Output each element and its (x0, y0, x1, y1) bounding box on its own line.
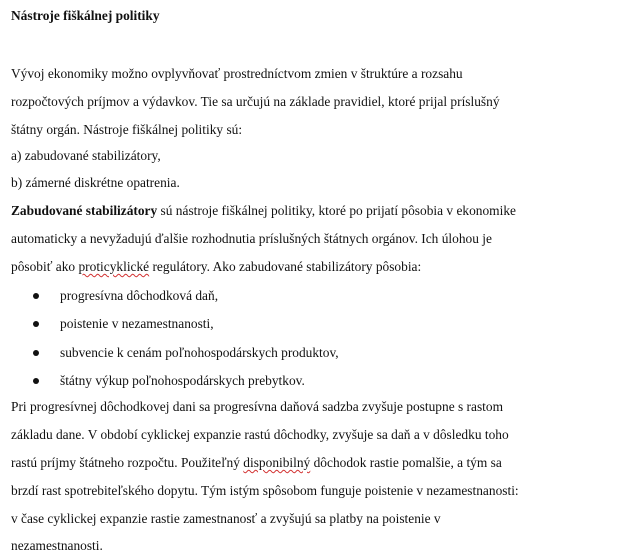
spellcheck-word[interactable]: disponibilný (243, 455, 311, 470)
bullet-text: progresívna dôchodková daň, (60, 288, 219, 303)
paragraph3-line3-after: dôchodok rastie pomalšie, a tým sa (310, 455, 502, 470)
paragraph3-line1: Pri progresívnej dôchodkovej dani sa progresívna daňová sadzba zvyšuje postupne s rastom (11, 399, 503, 414)
paragraph2-line3 (11, 259, 421, 275)
list-item-a: a) zabudované stabilizátory, (11, 148, 161, 163)
paragraph2-line2: automaticky a nevyžadujú ďalšie rozhodnutia príslušných štátnych orgánov. Ich úlohou je (11, 231, 492, 246)
paragraph3-line6: nezamestnanosti. (11, 538, 103, 553)
bullet-icon (33, 378, 39, 384)
paragraph3-line3-before: rastú príjmy štátneho rozpočtu. Použiteľný (11, 455, 244, 470)
paragraph2-line3-before: pôsobiť ako (11, 259, 79, 274)
bullet-text: subvencie k cenám poľnohospodárskych produktov, (60, 345, 339, 360)
paragraph1-line2: rozpočtových príjmov a výdavkov. Tie sa určujú na základe pravidiel, ktoré prijal príslušný (11, 94, 500, 109)
paragraph1-line3: štátny orgán. Nástroje fiškálnej politiky sú: (11, 122, 243, 137)
paragraph2-line1 (11, 203, 516, 219)
paragraph3-line3 (11, 455, 502, 471)
paragraph3-line2: základu dane. V období cyklickej expanzie rastú dôchodky, zvyšuje sa daň a v dôsledku toho (11, 427, 509, 442)
term-highlight: Zabudované stabilizátory (11, 203, 158, 218)
bullet-icon (33, 350, 39, 356)
bullet-text: poistenie v nezamestnanosti, (60, 316, 214, 331)
document-title: Nástroje fiškálnej politiky (11, 8, 160, 23)
paragraph3-line5: v čase cyklickej expanzie rastie zamestnanosť a zvyšujú sa platby na poistenie v (11, 511, 441, 526)
paragraph2-line3-after: regulátory. Ako zabudované stabilizátory pôsobia: (149, 259, 422, 274)
list-item-b: b) zámerné diskrétne opatrenia. (11, 175, 180, 190)
paragraph1-line1: Vývoj ekonomiky možno ovplyvňovať prostredníctvom zmien v štruktúre a rozsahu (11, 66, 463, 81)
bullet-icon (33, 293, 39, 299)
spellcheck-word[interactable]: proticyklické (78, 259, 150, 274)
paragraph3-line4: brzdí rast spotrebiteľského dopytu. Tým istým spôsobom funguje poistenie v nezamestnanosti: (11, 483, 519, 498)
bullet-icon (33, 321, 39, 327)
bullet-text: štátny výkup poľnohospodárskych prebytkov. (60, 373, 305, 388)
paragraph2-line1-rest: sú nástroje fiškálnej politiky, ktoré po prijatí pôsobia v ekonomike (157, 203, 516, 218)
